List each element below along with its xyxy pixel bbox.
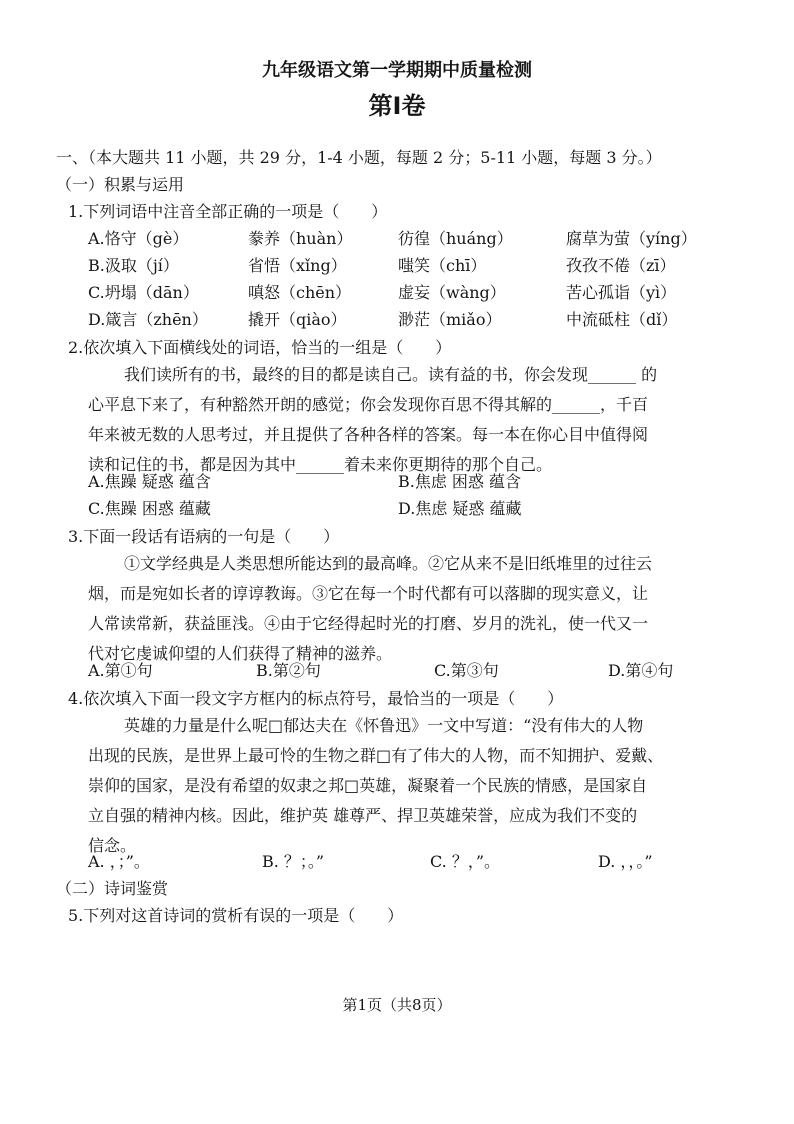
q4-option-c: C. ？，”。: [430, 852, 501, 871]
question-2-passage: [88, 360, 657, 480]
q4-option-d: D. ，，。”: [598, 852, 653, 871]
q4-passage-line: 信念。: [88, 836, 137, 855]
q4-passage-line: 出现的民族，是世界上最可怜的生物之群□有了伟大的人物，而不知拥护、爱戴、: [88, 746, 664, 765]
q1-option-c-word1: C.坍塌（dān）: [88, 283, 199, 302]
section-heading-accumulation: （一）积累与运用: [56, 175, 185, 194]
page-footer: 第1页（共8页）: [342, 996, 452, 1014]
question-4-passage: [88, 711, 663, 861]
q4-option-a: A. ，；”。: [88, 852, 150, 871]
question-3-passage: [88, 549, 652, 669]
question-3-stem: 3.下面一段话有语病的一句是（ ）: [68, 527, 340, 546]
q1-option-a-word1: A.恪守（gè）: [88, 229, 189, 248]
q3-option-b: B.第②句: [256, 661, 321, 680]
section-heading-poetry: （二）诗词鉴赏: [56, 879, 169, 898]
q1-option-b-word1: B.汲取（jí）: [88, 256, 179, 275]
exam-title: 九年级语文第一学期期中质量检测: [262, 60, 532, 81]
q2-option-c: C.焦躁 困惑 蕴藏: [88, 499, 211, 518]
q2-passage-line: 年来被无数的人思考过，并且提供了各种各样的答案。每一本在你心目中值得阅: [88, 425, 649, 444]
q1-option-a-word2: 豢养（huàn）: [248, 229, 353, 248]
q3-option-a: A.第①句: [88, 661, 153, 680]
volume-title: 第Ⅰ卷: [368, 92, 426, 120]
q1-option-d-word1: D.箴言（zhēn）: [88, 310, 208, 329]
q4-passage-line: 英雄的力量是什么呢□郁达夫在《怀鲁迅》一文中写道：“没有伟大的人物: [124, 716, 644, 735]
q3-option-d: D.第④句: [608, 661, 674, 680]
part1-heading: 一、（本大题共 11 小题，共 29 分，1-4 小题，每题 2 分；5-11 小题，每题 3 分。）: [56, 148, 662, 167]
q3-option-c: C.第③句: [434, 661, 499, 680]
q3-passage-line: 代对它虔诚仰望的人们获得了精神的滋养。: [88, 644, 393, 663]
q2-passage-line: 心平息下来了，有种豁然开朗的感觉；你会发现你百思不得其解的______，千百: [88, 395, 649, 414]
q3-passage-line: 人常读常新，获益匪浅。④由于它经得起时光的打磨、岁月的洗礼，使一代又一: [88, 614, 649, 633]
q1-option-b-word3: 嗤笑（chī）: [398, 256, 487, 275]
question-5-stem: 5.下列对这首诗词的赏析有误的一项是（ ）: [68, 906, 404, 925]
q3-passage-line: 烟，而是宛如长者的谆谆教诲。③它在每一个时代都有可以落脚的现实意义，让: [88, 584, 649, 603]
q1-option-a-word4: 腐草为萤（yíng）: [566, 229, 697, 248]
q2-option-a: A.焦躁 疑惑 蕴含: [88, 472, 211, 491]
q1-option-d-word4: 中流砥柱（dǐ）: [566, 310, 678, 329]
q1-option-b-word2: 省悟（xǐng）: [248, 256, 347, 275]
q1-option-a-word3: 彷徨（huáng）: [398, 229, 513, 248]
q3-passage-line: ①文学经典是人类思想所能达到的最高峰。②它从来不是旧纸堆里的过往云: [124, 554, 653, 573]
q4-passage-line: 崇仰的国家，是没有希望的奴隶之邦□英雄，凝聚着一个民族的情感，是国家自: [88, 776, 648, 795]
q2-option-d: D.焦虑 疑惑 蕴藏: [398, 499, 522, 518]
q1-option-c-word3: 虚妄（wàng）: [398, 283, 506, 302]
question-4-stem: 4.依次填入下面一段文字方框内的标点符号，最恰当的一项是（ ）: [68, 689, 564, 708]
q1-option-d-word2: 撬开（qiào）: [248, 310, 347, 329]
q4-option-b: B. ？；。”: [262, 852, 325, 871]
q1-option-d-word3: 渺茫（miǎo）: [398, 310, 502, 329]
question-2-stem: 2.依次填入下面横线处的词语，恰当的一组是（ ）: [68, 338, 452, 357]
q1-option-c-word2: 嗔怒（chēn）: [248, 283, 352, 302]
q1-option-c-word4: 苦心孤诣（yì）: [566, 283, 677, 302]
question-1-stem: 1.下列词语中注音全部正确的一项是（ ）: [68, 202, 388, 221]
q2-passage-line: 我们读所有的书，最终的目的都是读自己。读有益的书，你会发现______ 的: [124, 365, 658, 384]
q1-option-b-word4: 孜孜不倦（zī）: [566, 256, 676, 275]
q4-passage-line: 立自强的精神内核。因此，维护英 雄尊严、捍卫英雄荣誉，应成为我们不变的: [88, 806, 638, 825]
q2-option-b: B.焦虑 困惑 蕴含: [398, 472, 522, 491]
q2-passage-line: 读和记住的书，都是因为其中______着未来你更期待的那个自己。: [88, 455, 553, 474]
